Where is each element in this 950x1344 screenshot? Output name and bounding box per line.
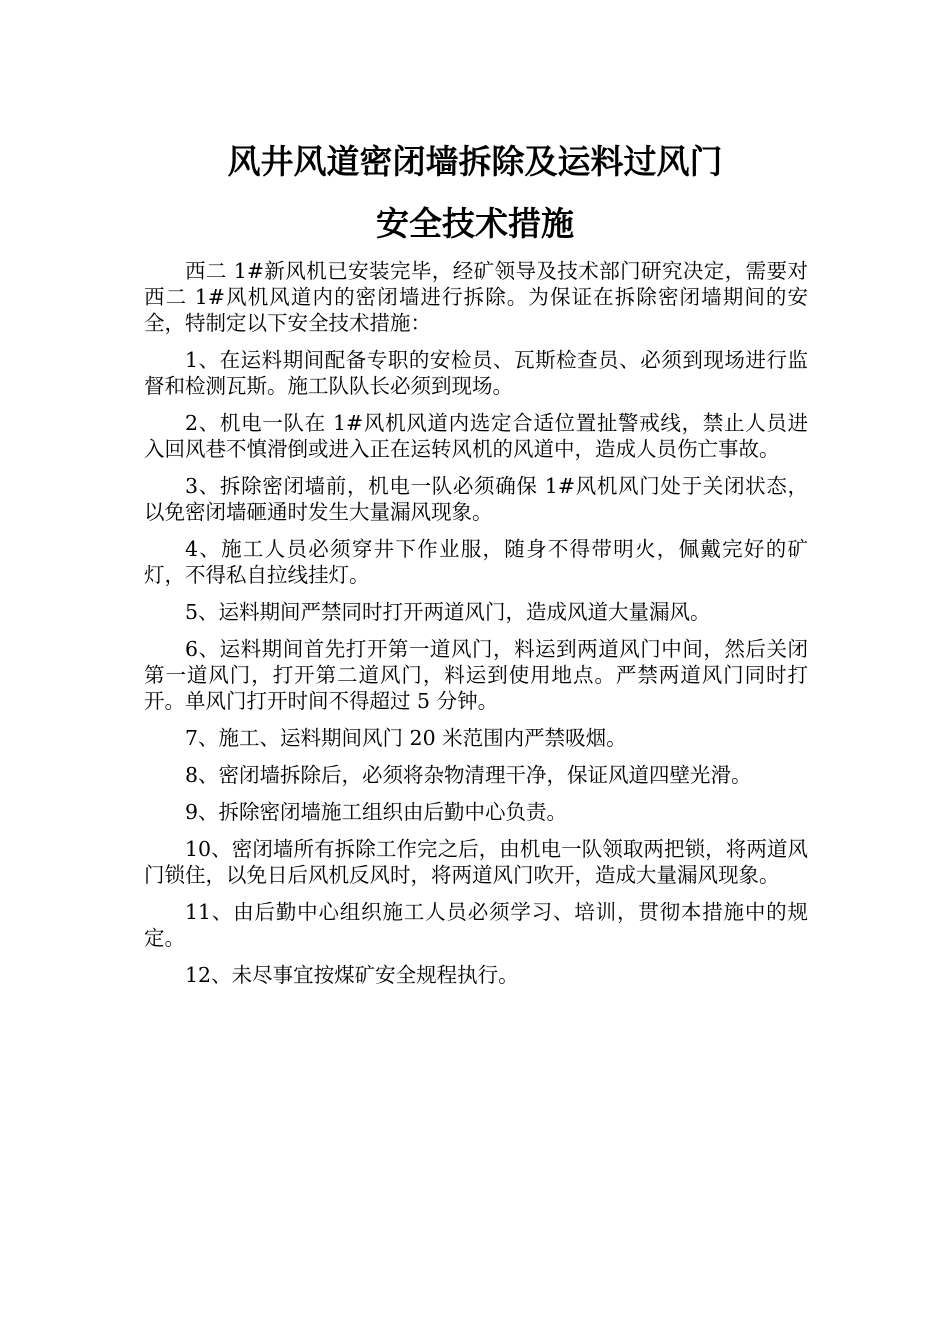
measure-item-9: 9、拆除密闭墙施工组织由后勤中心负责。 — [185, 800, 568, 824]
document-body — [144, 258, 808, 999]
intro-paragraph: 西二 1#新风机已安装完毕，经矿领导及技术部门研究决定，需要对西二 1#风机风道内的密闭墙进行拆除。为保证在拆除密闭墙期间的安全，特制定以下安全技术措施： — [144, 259, 808, 335]
document-title-line-2: 安全技术措施 — [376, 204, 574, 243]
measure-item-3: 3、拆除密闭墙前，机电一队必须确保 1#风机风门处于关闭状态，以免密闭墙砸通时发生大量漏风现象。 — [144, 474, 808, 524]
measure-item-8: 8、密闭墙拆除后，必须将杂物清理干净，保证风道四壁光滑。 — [185, 763, 752, 787]
measure-item-1: 1、在运料期间配备专职的安检员、瓦斯检查员、必须到现场进行监督和检测瓦斯。施工队队长必须到现场。 — [144, 348, 808, 398]
measure-item-11: 11、由后勤中心组织施工人员必须学习、培训，贯彻本措施中的规定。 — [144, 900, 808, 950]
document-title-line-1: 风井风道密闭墙拆除及运料过风门 — [227, 142, 723, 181]
measure-item-12: 12、未尽事宜按煤矿安全规程执行。 — [185, 963, 519, 987]
measure-item-7: 7、施工、运料期间风门 20 米范围内严禁吸烟。 — [185, 726, 627, 750]
measure-item-5: 5、运料期间严禁同时打开两道风门，造成风道大量漏风。 — [185, 600, 711, 624]
measure-item-2: 2、机电一队在 1#风机风道内选定合适位置扯警戒线，禁止人员进入回风巷不慎滑倒或进入正在运转风机的风道中，造成人员伤亡事故。 — [144, 411, 808, 461]
measure-item-4: 4、施工人员必须穿井下作业服，随身不得带明火，佩戴完好的矿灯，不得私自拉线挂灯。 — [144, 537, 808, 587]
measure-item-6: 6、运料期间首先打开第一道风门，料运到两道风门中间，然后关闭第一道风门，打开第二道风门，料运到使用地点。严禁两道风门同时打开。单风门打开时间不得超过 5 分钟。 — [144, 637, 808, 713]
measure-item-10: 10、密闭墙所有拆除工作完之后，由机电一队领取两把锁，将两道风门锁住，以免日后风机反风时，将两道风门吹开，造成大量漏风现象。 — [144, 837, 808, 887]
